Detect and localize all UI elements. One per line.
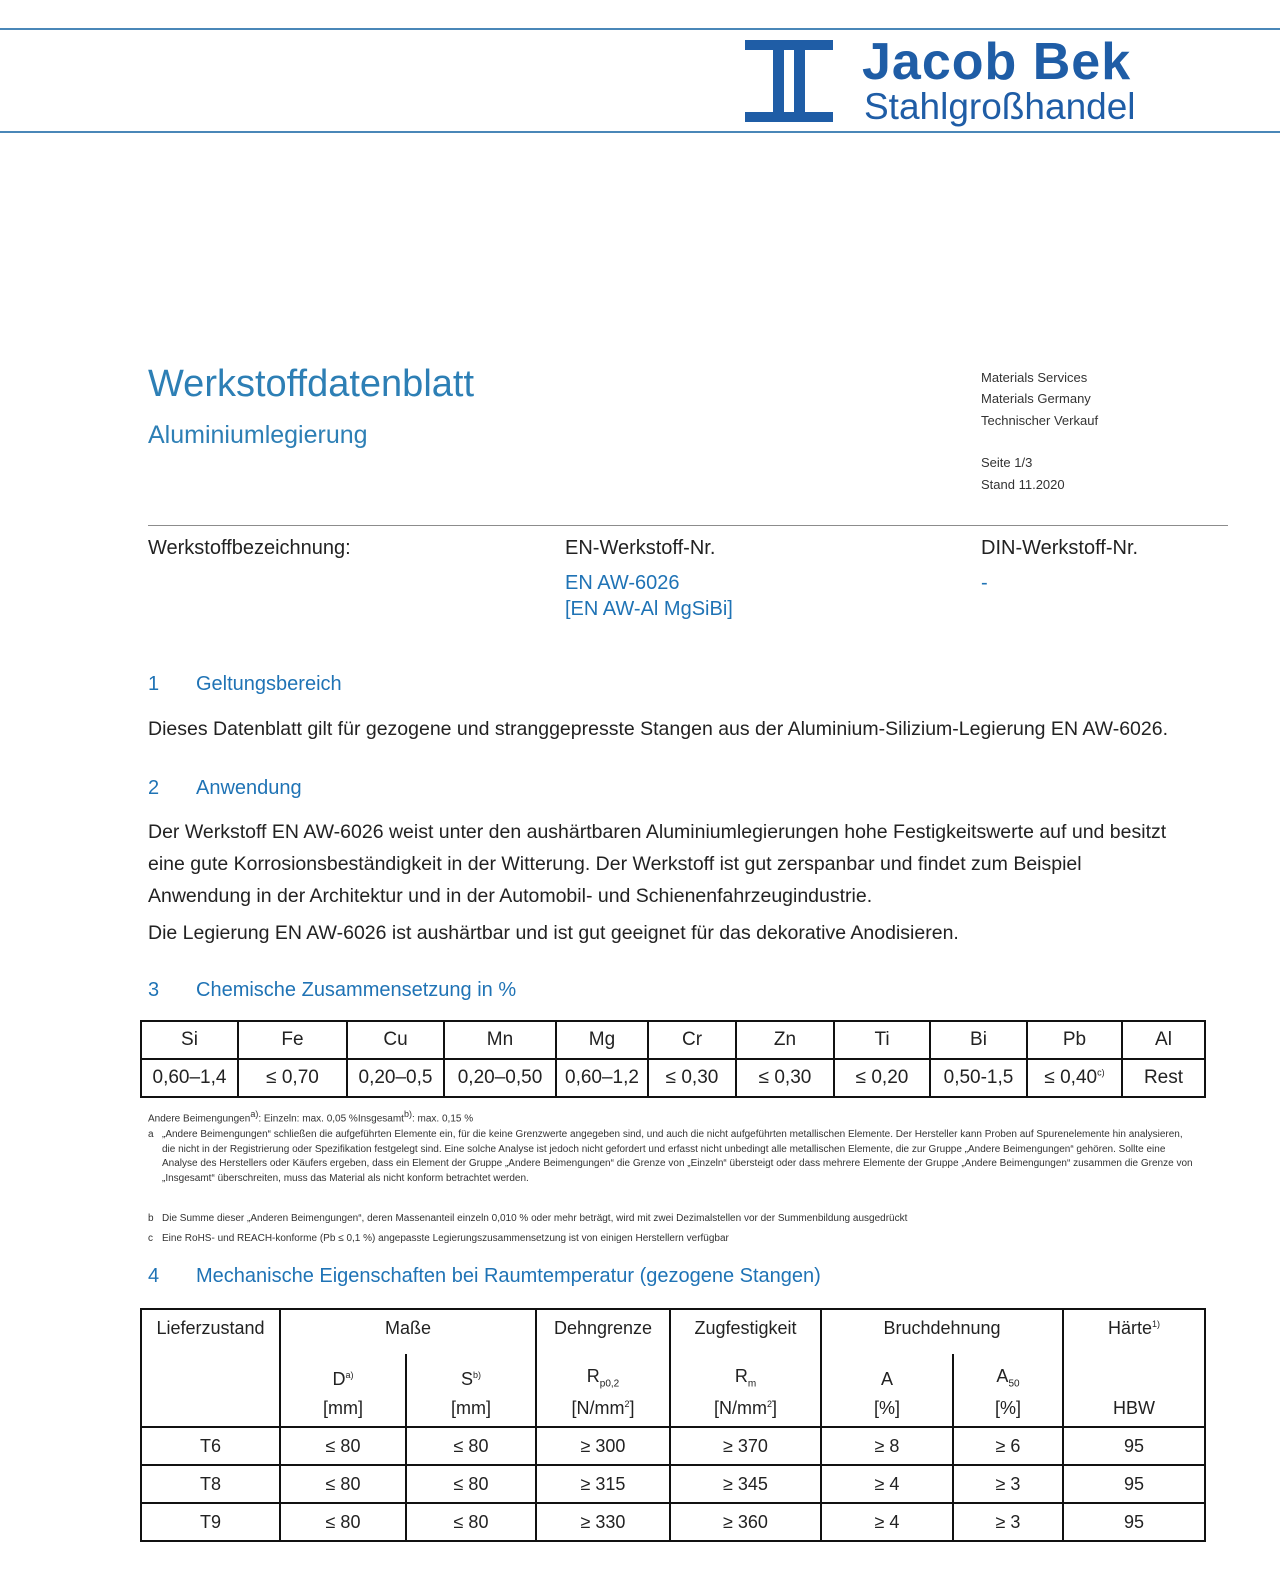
symbol-text: A [880, 1369, 893, 1389]
cell-hbw: 95 [1063, 1503, 1205, 1541]
label-en-werkstoff-nr: EN-Werkstoff-Nr. [565, 537, 716, 559]
mech-header-row [141, 1309, 1205, 1354]
symbol-text: A [996, 1366, 1009, 1387]
section-title: Geltungsbereich [196, 673, 342, 695]
chem-header-row [141, 1021, 1205, 1059]
section-2-line: Die Legierung EN AW-6026 ist aushärtbar und ist gut geeignet für das dekorative Anodisieren. [148, 922, 959, 944]
cell-s: ≤ 80 [406, 1503, 536, 1541]
header-zugfestigkeit: Zugfestigkeit [670, 1309, 821, 1354]
cell-lieferzustand: T9 [141, 1503, 280, 1541]
label-din-werkstoff-nr: DIN-Werkstoff-Nr. [981, 537, 1139, 559]
unit-text: ] [772, 1397, 778, 1418]
meta-line: Technischer Verkauf [981, 413, 1099, 428]
cell-s: ≤ 80 [406, 1465, 536, 1503]
meta-line: Materials Germany [981, 391, 1091, 406]
symbol-subscript: p0,2 [599, 1379, 620, 1390]
note-text: : max. 0,15 % [411, 1113, 474, 1125]
symbol-text: R [586, 1366, 600, 1387]
chem-header-cell: Cu [347, 1021, 444, 1059]
header-lieferzustand: Lieferzustand [141, 1309, 280, 1354]
section-title: Mechanische Eigenschaften bei Raumtemperatur (gezogene Stangen) [196, 1265, 821, 1287]
chem-header-cell: Bi [930, 1021, 1027, 1059]
footnote-text: Eine RoHS- und REACH-konforme (Pb ≤ 0,1 %) angepasste Legierungszusammensetzung ist von einigen Herstellern verfügbar [162, 1233, 729, 1244]
mech-unit-row [141, 1390, 1205, 1427]
section-title: Anwendung [196, 777, 302, 799]
footnote-mark: a [148, 1129, 154, 1140]
note-text: Andere Beimengungen [148, 1113, 251, 1125]
chem-header-cell: Zn [736, 1021, 834, 1059]
footnote-item [148, 1212, 1198, 1227]
footnote-text: „Andere Beimengungen“ schließen die aufgeführten Elemente ein, für die keine Grenzwerte angegeben sind, und auch die nicht aufgeführten metallischen Elemente. Der Hersteller kann Proben auf Spurenelemente hin analysieren, die nicht in der Registrierung oder Spezifikation festgelegt sind. Eine solche Analyse ist jedoch nicht gefordert und erfasst nicht unbedingt alle metallischen Elemente, die zur Gruppe „Andere Beimengungen“ gehören. Sollte eine Analyse des Herstellers oder Käufers ergeben, dass ein Element der Gruppe „Andere Beimengungen“ die Grenze von „Einzeln“ übersteigt oder dass mehrere Elemente der Gruppe „Andere Beimengungen“ zusammen die Grenze von „Insgesamt“ überschreiten, muss das Material als nicht konform betrachtet werden. [162, 1129, 1193, 1184]
section-number: 3 [148, 979, 160, 1001]
cell-hbw: 95 [1063, 1427, 1205, 1465]
symbol-text: D [332, 1369, 346, 1389]
unit-text: [N/mm [713, 1397, 767, 1418]
chemical-composition-table [140, 1020, 1206, 1098]
symbol-rm [670, 1354, 821, 1390]
header-top-rule [0, 28, 1280, 30]
unit-percent: [%] [953, 1390, 1063, 1427]
section-1-text: Dieses Datenblatt gilt für gezogene und stranggepresste Stangen aus der Aluminium-Silizium-Legierung EN AW-6026. [148, 718, 1168, 740]
cell-rm: ≥ 370 [670, 1427, 821, 1465]
footnote-mark: b [148, 1213, 154, 1224]
company-name: Jacob Bek [862, 33, 1132, 91]
footnote-item [148, 1232, 1198, 1247]
footnote-ref: b) [403, 1109, 412, 1119]
symbol-subscript: 50 [1008, 1379, 1020, 1390]
empty-cell [141, 1354, 280, 1390]
cell-a: ≥ 8 [821, 1427, 953, 1465]
footnote-ref: c) [1097, 1067, 1105, 1078]
section-title: Chemische Zusammensetzung in % [196, 979, 517, 1001]
unit-exponent: 2 [766, 1398, 772, 1409]
chem-value-cell: ≤ 0,70 [238, 1059, 347, 1097]
section-number: 4 [148, 1265, 160, 1287]
unit-n-mm2 [670, 1390, 821, 1427]
section-number: 1 [148, 673, 160, 695]
cell-rp02: ≥ 300 [536, 1427, 670, 1465]
mechanical-properties-table [140, 1308, 1206, 1542]
footnote-ref: b) [473, 1370, 482, 1380]
cell-s: ≤ 80 [406, 1427, 536, 1465]
other-admixtures-note [148, 1107, 473, 1126]
cell-a50: ≥ 3 [953, 1503, 1063, 1541]
footnote-ref: 1) [1152, 1319, 1161, 1329]
chem-header-cell: Al [1122, 1021, 1205, 1059]
footnote-text: Die Summe dieser „Anderen Beimengungen“, deren Massenanteil einzeln 0,010 % oder mehr beträgt, wird mit zwei Dezimalstellen vor der Summenbildung ausgedrückt [162, 1213, 908, 1224]
section-2-line: Anwendung in der Architektur und in der Automobil- und Schienenfahrzeugindustrie. [148, 885, 873, 907]
cell-d: ≤ 80 [280, 1503, 406, 1541]
symbol-rp02 [536, 1354, 670, 1390]
header-dehngrenze: Dehngrenze [536, 1309, 670, 1354]
symbol-subscript: m [747, 1379, 757, 1390]
section-heading-4 [148, 1265, 821, 1288]
company-subtitle: Stahlgroßhandel [864, 86, 1136, 127]
label-werkstoffbezeichnung: Werkstoffbezeichnung: [148, 537, 351, 559]
chem-header-cell: Ti [834, 1021, 930, 1059]
header-bottom-rule [0, 131, 1280, 133]
cell-a50: ≥ 6 [953, 1427, 1063, 1465]
unit-exponent: 2 [624, 1398, 630, 1409]
chem-header-cell: Pb [1027, 1021, 1122, 1059]
symbol-text: R [734, 1366, 748, 1387]
symbol-text: S [460, 1369, 473, 1389]
chem-value-cell: ≤ 0,30 [736, 1059, 834, 1097]
chem-header-cell: Si [141, 1021, 238, 1059]
document-subtitle: Aluminiumlegierung [148, 421, 368, 449]
empty-cell [1063, 1354, 1205, 1390]
chem-value-cell: Rest [1122, 1059, 1205, 1097]
header-masse: Maße [280, 1309, 536, 1354]
chem-header-cell: Mn [444, 1021, 556, 1059]
cell-a: ≥ 4 [821, 1503, 953, 1541]
pb-value: ≤ 0,40 [1044, 1067, 1098, 1088]
cell-d: ≤ 80 [280, 1465, 406, 1503]
page-number: Seite 1/3 [981, 455, 1033, 470]
symbol-a50 [953, 1354, 1063, 1390]
chem-value-cell: 0,50-1,5 [930, 1059, 1027, 1097]
table-row [141, 1427, 1205, 1465]
cell-rm: ≥ 360 [670, 1503, 821, 1541]
chem-header-cell: Cr [648, 1021, 736, 1059]
cell-lieferzustand: T6 [141, 1427, 280, 1465]
footnote-mark: c [148, 1233, 153, 1244]
table-row [141, 1503, 1205, 1541]
en-werkstoff-value: EN AW-6026 [565, 572, 680, 594]
footnote-ref: a) [250, 1109, 259, 1119]
unit-n-mm2 [536, 1390, 670, 1427]
header-bruchdehnung: Bruchdehnung [821, 1309, 1063, 1354]
haerte-label: Härte [1107, 1318, 1152, 1338]
note-text: : Einzeln: max. 0,05 %Insgesamt [258, 1113, 404, 1125]
chem-value-cell: 0,20–0,5 [347, 1059, 444, 1097]
cell-hbw: 95 [1063, 1465, 1205, 1503]
unit-hbw: HBW [1063, 1390, 1205, 1427]
unit-text: ] [629, 1397, 635, 1418]
document-title: Werkstoffdatenblatt [148, 363, 475, 405]
chem-value-cell: ≤ 0,30 [648, 1059, 736, 1097]
document-date: Stand 11.2020 [981, 477, 1065, 492]
din-werkstoff-value: - [981, 572, 988, 594]
chem-value-cell: 0,60–1,2 [556, 1059, 648, 1097]
designation-divider [148, 525, 1228, 526]
empty-cell [141, 1390, 280, 1427]
cell-rp02: ≥ 315 [536, 1465, 670, 1503]
unit-text: [N/mm [571, 1397, 625, 1418]
table-row [141, 1465, 1205, 1503]
chem-value-cell: 0,20–0,50 [444, 1059, 556, 1097]
section-2-line: eine gute Korrosionsbeständigkeit in der Witterung. Der Werkstoff ist gut zerspanbar und findet zum Beispiel [148, 853, 1082, 875]
chem-value-cell [1027, 1059, 1122, 1097]
meta-line: Materials Services [981, 370, 1088, 385]
header-haerte [1063, 1309, 1205, 1354]
symbol-a [821, 1354, 953, 1390]
unit-mm: [mm] [406, 1390, 536, 1427]
chem-value-cell: 0,60–1,4 [141, 1059, 238, 1097]
chem-header-cell: Mg [556, 1021, 648, 1059]
section-heading-2 [148, 777, 302, 800]
cell-rp02: ≥ 330 [536, 1503, 670, 1541]
cell-rm: ≥ 345 [670, 1465, 821, 1503]
cell-d: ≤ 80 [280, 1427, 406, 1465]
section-heading-3 [148, 979, 516, 1002]
cell-a: ≥ 4 [821, 1465, 953, 1503]
unit-mm: [mm] [280, 1390, 406, 1427]
cell-lieferzustand: T8 [141, 1465, 280, 1503]
symbol-s [406, 1354, 536, 1390]
section-heading-1 [148, 673, 342, 696]
unit-percent: [%] [821, 1390, 953, 1427]
footnote-ref: a) [345, 1370, 354, 1380]
en-werkstoff-alias: [EN AW-Al MgSiBi] [565, 598, 733, 620]
chem-value-row [141, 1059, 1205, 1097]
mech-symbol-row [141, 1354, 1205, 1390]
company-logo-mark [745, 40, 833, 122]
chem-value-cell: ≤ 0,20 [834, 1059, 930, 1097]
symbol-d [280, 1354, 406, 1390]
footnote-item [148, 1128, 1198, 1186]
section-number: 2 [148, 777, 160, 799]
section-2-line: Der Werkstoff EN AW-6026 weist unter den aushärtbaren Aluminiumlegierungen hohe Festigkeitswerte auf und besitzt [148, 821, 1167, 843]
cell-a50: ≥ 3 [953, 1465, 1063, 1503]
chem-header-cell: Fe [238, 1021, 347, 1059]
